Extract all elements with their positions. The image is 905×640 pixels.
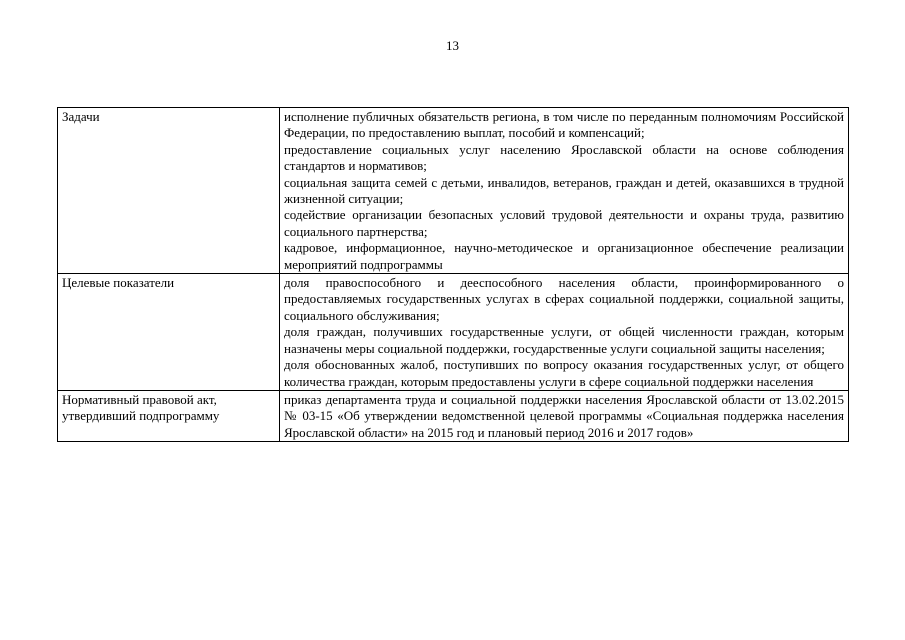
page-number: 13: [446, 38, 459, 53]
indicator-item: доля правоспособного и дееспособного населения области, проинформированного о предоставляемых государственных услугах в сферах социальной поддержки, социальной защиты, социального обслуживания;: [284, 275, 844, 323]
task-item: социальная защита семей с детьми, инвалидов, ветеранов, граждан и детей, оказавшихся в трудной жизненной ситуации;: [284, 174, 844, 207]
row-label-legal-act: Нормативный правовой акт, утвердивший подпрограмму: [58, 390, 280, 441]
task-item: кадровое, информационное, научно-методическое и организационное обеспечение реализации мероприятий подпрограммы: [284, 240, 844, 272]
task-item: исполнение публичных обязательств региона, в том числе по переданным полномочиям Российской Федерации, по предоставлению выплат, пособий и компенсаций;: [284, 109, 844, 141]
indicator-item: доля обоснованных жалоб, поступивших по вопросу оказания государственных услуг, от общего количества граждан, которым предоставлены услуги в сфере социальной поддержки населения: [284, 357, 844, 389]
row-content-tasks: [280, 108, 849, 274]
row-content-legal-act: [280, 390, 849, 441]
table-row-legal-act: [58, 390, 849, 441]
indicator-item: доля граждан, получивших государственные услуги, от общей численности граждан, которым назначены меры социальной поддержки, государственные услуги социальной защиты населения;: [284, 324, 844, 356]
task-item: предоставление социальных услуг населению Ярославской области на основе соблюдения стандартов и нормативов;: [284, 141, 844, 174]
legal-act-item: приказ департамента труда и социальной поддержки населения Ярославской области от 13.02.2015 № 03-15 «Об утверждении ведомственной целевой программы «Социальная поддержка населения Ярославской области» на 2015 год и плановый период 2016 и 2017 годов»: [284, 391, 844, 440]
subprogram-passport-table: [57, 107, 849, 442]
task-item: содействие организации безопасных условий трудовой деятельности и охраны труда, развитию социального партнерства;: [284, 207, 844, 239]
row-label-target-indicators: Целевые показатели: [58, 274, 280, 391]
table-row-tasks: [58, 108, 849, 274]
table-row-target-indicators: [58, 274, 849, 391]
row-content-target-indicators: [280, 274, 849, 391]
row-label-tasks: Задачи: [58, 108, 280, 274]
